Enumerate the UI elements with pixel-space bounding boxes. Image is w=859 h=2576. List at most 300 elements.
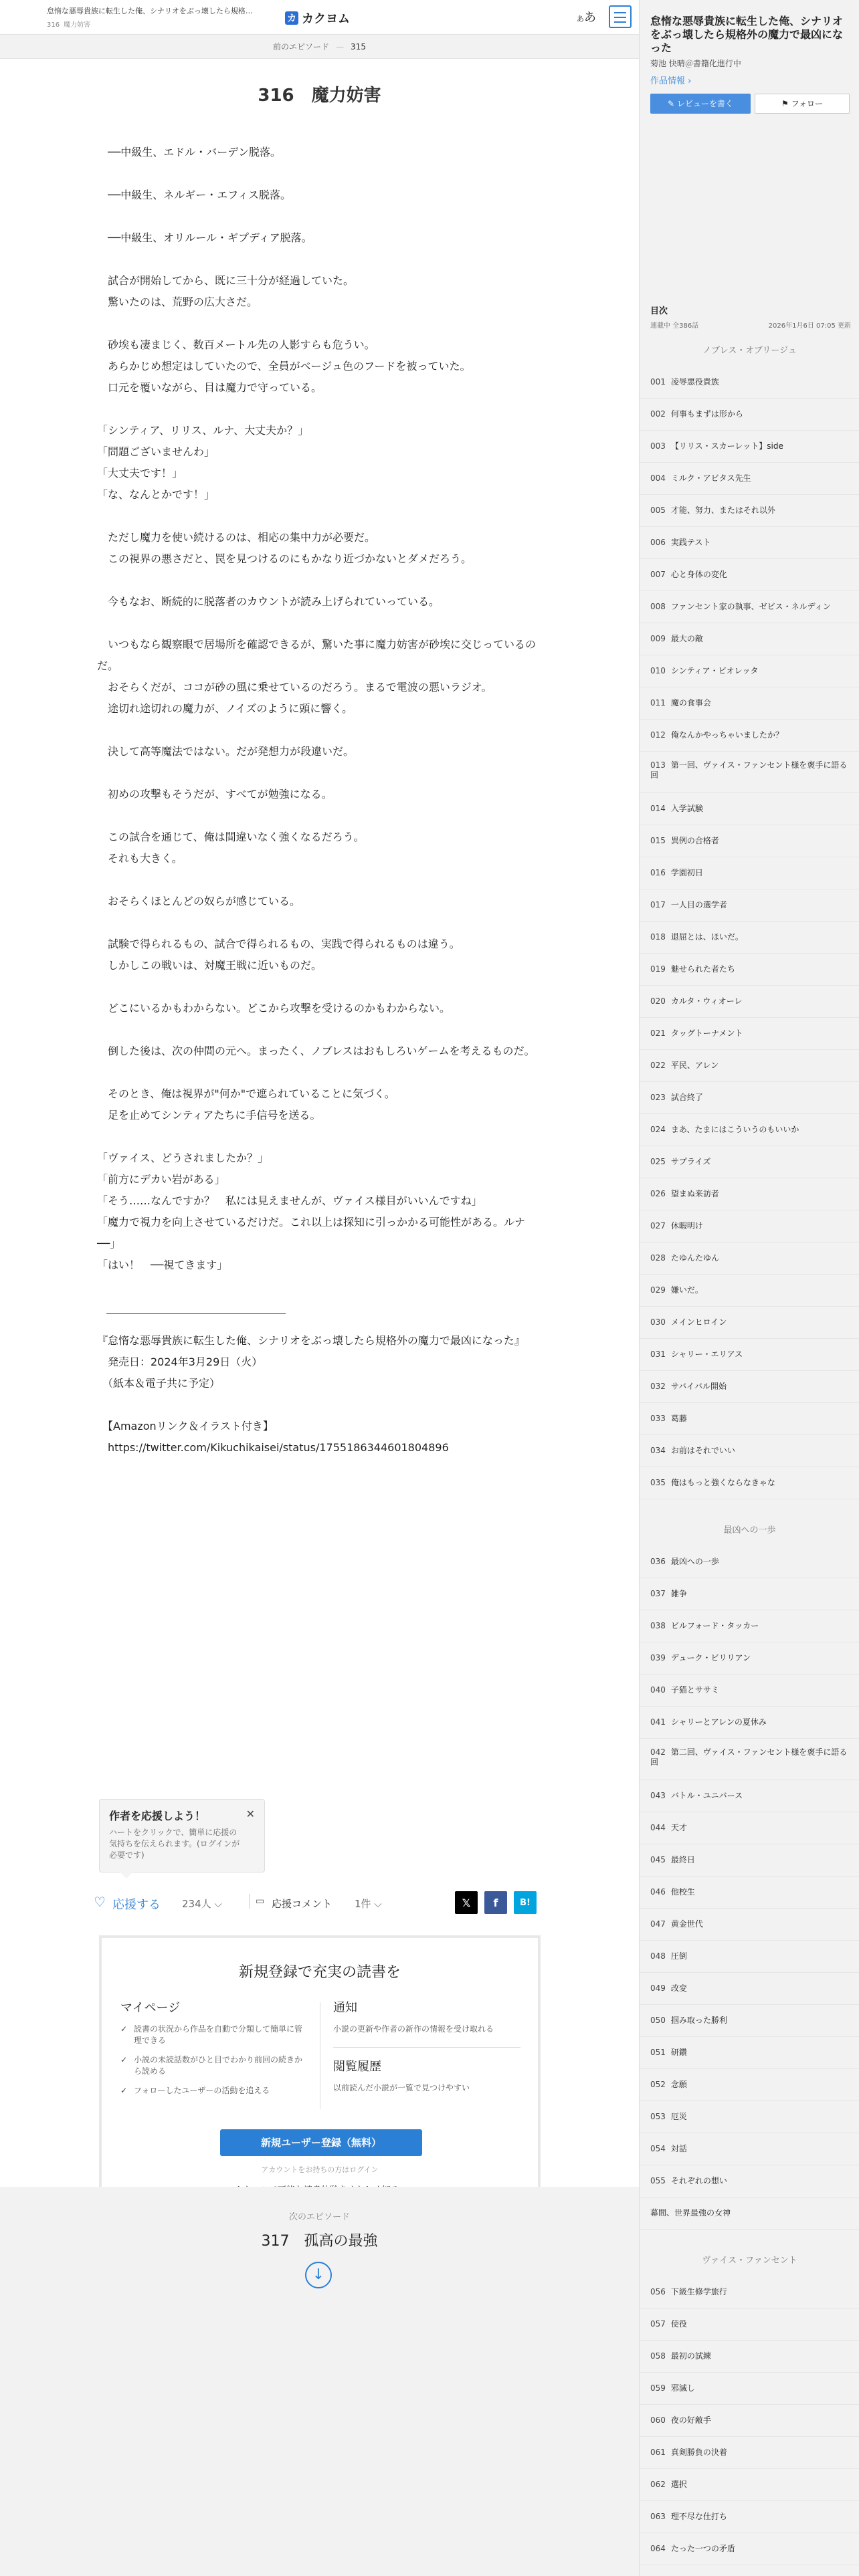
toc-episode-item[interactable]: [640, 1780, 859, 1812]
toc-episode-title: 第二回、ヴァイス・ファンセント様を褒手に語る回: [650, 1747, 848, 1767]
toc-episode-number: 056: [650, 2287, 666, 2296]
body-blank-line: [97, 1019, 542, 1041]
toc-episode-title: 実践テスト: [670, 538, 711, 547]
register-history-heading: 閲覧履歴: [333, 2060, 381, 2074]
toc-episode-number: 030: [650, 1317, 666, 1327]
body-line: 決して高等魔法ではない。だが発想力が段違いだ。: [97, 745, 355, 758]
toc-episode-item[interactable]: [640, 825, 859, 857]
toc-episode-number: 010: [650, 666, 666, 675]
toc-episode-number: 063: [650, 2512, 666, 2521]
toc-episode-item[interactable]: [640, 2501, 859, 2533]
toc-episode-number: 053: [650, 2112, 666, 2121]
body-line: 「大丈夫です！」: [97, 467, 183, 479]
toc-episode-item[interactable]: [640, 1610, 859, 1642]
toc-episode-item[interactable]: [640, 2469, 859, 2501]
next-episode-section[interactable]: [0, 2187, 639, 2576]
close-icon[interactable]: ✕: [246, 1808, 255, 1820]
x-share-icon[interactable]: 𝕏: [455, 1891, 478, 1914]
toc-episode-title: 念願: [670, 2080, 687, 2089]
episode-title: 316 魔力妨害: [258, 86, 381, 106]
toc-episode-number: 033: [650, 1414, 666, 1423]
toc-episode-title: 雑争: [670, 1589, 687, 1598]
toc-episode-number: 026: [650, 1189, 666, 1198]
toc-episode-item[interactable]: [640, 591, 859, 623]
toc-episode-title: 嫌いだ。: [670, 1285, 703, 1295]
header-episode-number: 316: [47, 21, 60, 29]
register-history-desc: 以前読んだ小説が一覧で見つけやすい: [333, 2083, 470, 2092]
toc-episode-title: 葛藤: [670, 1414, 687, 1423]
body-line: ──中級生、エドル・バーデン脱落。: [97, 146, 281, 158]
toc-episode-number: 018: [650, 932, 666, 942]
toc-episode-title: 才能、努力、またはそれ以外: [670, 506, 775, 515]
toc-episode-title: メインヒロイン: [670, 1317, 727, 1327]
toc-episode-title: ファンセント家の執事、ゼビス・ネルディン: [670, 602, 831, 611]
support-tooltip: [99, 1799, 265, 1872]
toc-episode-title: シャリー・エリアス: [670, 1350, 743, 1359]
body-blank-line: [97, 720, 542, 741]
toc-episode-item[interactable]: [640, 1642, 859, 1675]
toc-episode-number: 054: [650, 2144, 666, 2153]
toc-chapter-title: ヴァイス・ファンセント: [702, 2256, 797, 2266]
facebook-share-icon[interactable]: f: [484, 1891, 507, 1914]
toc-episode-item[interactable]: [640, 2165, 859, 2197]
toc-episode-number: 040: [650, 1685, 666, 1695]
body-blank-line: [97, 869, 542, 891]
toc-episode-title: 魅せられた者たち: [670, 964, 735, 974]
toc-episode-item[interactable]: [640, 1146, 859, 1178]
body-blank-line: [97, 762, 542, 784]
toc-episode-title: まあ、たまにはこういうのもいいか: [670, 1125, 799, 1134]
body-blank-line: [97, 206, 542, 227]
body-line: 足を止めてシンティアたちに手信号を送る。: [97, 1109, 321, 1121]
body-line: あらかじめ想定はしていたので、全員がベージュ色のフードを被っていた。: [97, 360, 471, 372]
toc-label: 目次: [650, 306, 668, 316]
toc-episode-title: 最初の試練: [670, 2351, 711, 2361]
body-blank-line: [97, 1394, 542, 1416]
body-line: いつもなら観察眼で居場所を確認できるが、驚いた事に魔力妨害が砂埃に交じっているのだ。: [97, 638, 537, 672]
body-line: 「ヴァイス、どうされましたか？」: [97, 1152, 269, 1164]
body-blank-line: [97, 1062, 542, 1083]
toc-episode-item[interactable]: [640, 1876, 859, 1909]
toc-episode-item[interactable]: [640, 1467, 859, 1499]
toc-episode-number: 014: [650, 804, 666, 813]
toc-episode-item[interactable]: [640, 986, 859, 1018]
register-promo: [99, 1935, 541, 2222]
toc-chapter-title: 最凶への一歩: [723, 1525, 776, 1535]
comment-count[interactable]: 1件 ⌵: [355, 1898, 382, 1910]
toc-episode-number: 027: [650, 1221, 666, 1230]
toc-episode-number: 039: [650, 1653, 666, 1662]
sidebar-work-title[interactable]: 怠惰な悪辱貴族に転生した俺、シナリオをぶっ壊したら規格外の魔力で最凶になった: [650, 15, 844, 54]
toc-episode-item[interactable]: [640, 1114, 859, 1146]
toc-episode-number: 047: [650, 1919, 666, 1929]
toc-episode-title: 対話: [670, 2144, 687, 2153]
body-line: 【Amazonリンク＆イラスト付き】: [97, 1420, 274, 1432]
toc-episode-item[interactable]: [640, 1435, 859, 1467]
toc-episode-title: 掴み取った勝利: [670, 2016, 727, 2025]
body-blank-line: [97, 399, 542, 420]
font-size-button[interactable]: [577, 8, 596, 25]
support-tooltip-title: 作者を応援しよう！: [109, 1810, 206, 1822]
toc-episode-item[interactable]: [640, 559, 859, 591]
toc-episode-title: 一人目の選学者: [670, 900, 727, 909]
toc-episode-number: 006: [650, 538, 666, 547]
toc-episode-number: 061: [650, 2448, 666, 2457]
body-line: ──中級生、オリルール・ギプディア脱落。: [97, 231, 312, 244]
body-line: おそらくほとんどの奴らが感じている。: [97, 895, 301, 907]
toc-episode-title: 圧倒: [670, 1951, 687, 1961]
body-line: ──中級生、ネルギー・エフィス脱落。: [97, 189, 291, 201]
body-blank-line: [97, 1276, 542, 1297]
toc-episode-number: 015: [650, 836, 666, 845]
toc-episode-title: シャリーとアレンの夏休み: [670, 1717, 767, 1727]
body-blank-line: [97, 506, 542, 527]
toc-episode-title: 他校生: [670, 1887, 695, 1897]
toc-episode-number: 048: [650, 1951, 666, 1961]
toc-episode-number: 002: [650, 409, 666, 419]
episode-nav-separator: —: [336, 42, 345, 51]
toc-menu-button[interactable]: [609, 5, 632, 28]
toc-episode-item[interactable]: [640, 623, 859, 655]
episode-body: [97, 142, 542, 1459]
pencil-icon: ✎: [668, 99, 677, 108]
logo-mark-icon: カ: [285, 11, 298, 25]
toc-episode-title: 黄金世代: [670, 1919, 703, 1929]
work-info-link[interactable]: 作品情報 ›: [650, 76, 692, 86]
toc-episode-number: 046: [650, 1887, 666, 1897]
body-line: 「シンティア、リリス、ルナ、大丈夫か？」: [97, 424, 309, 437]
toc-status: 連載中 全386話: [650, 322, 699, 330]
toc-episode-item[interactable]: [640, 1812, 859, 1844]
heart-icon[interactable]: ♡: [94, 1894, 106, 1910]
body-line: どこにいるかもわからない。どこから攻撃を受けるのかもわからない。: [97, 1002, 451, 1014]
follow-button-label: フォロー: [791, 99, 823, 108]
body-blank-line: [97, 249, 542, 270]
toc-episode-title: サプライズ: [670, 1157, 711, 1166]
toc-episode-item[interactable]: [640, 1178, 859, 1210]
toc-episode-item[interactable]: [640, 1707, 859, 1739]
body-blank-line: [97, 163, 542, 185]
toc-episode-item[interactable]: [640, 2309, 859, 2341]
toc-episode-title: 夜の好敵手: [670, 2416, 711, 2425]
toc-episode-item[interactable]: [640, 2133, 859, 2165]
toc-episode-item[interactable]: [640, 1844, 859, 1876]
toc-episode-title: 俺なんかやっちゃいましたか？: [670, 730, 783, 740]
toc-episode-item[interactable]: [640, 463, 859, 495]
toc-episode-title: ミルク・アビタス先生: [670, 473, 751, 483]
toc-episode-number: 044: [650, 1823, 666, 1832]
body-line: https://twitter.com/Kikuchikaisei/status/1755186344601804896: [97, 1441, 449, 1454]
body-line: 初めの攻撃もそうだが、すべてが勉強になる。: [97, 788, 332, 800]
toc-episode-title: 使役: [670, 2319, 687, 2329]
toc-episode-item[interactable]: [640, 1018, 859, 1050]
register-notify-column: [333, 1998, 520, 2094]
body-line: 「魔力で視力を向上させているだけだ。これ以上は探知に引っかかる可能性がある。ルナ──」: [97, 1216, 526, 1250]
toc-episode-title: 幕間、世界最強の女神: [650, 2208, 731, 2218]
body-line: 倒した後は、次の仲間の元へ。まったく、ノブレスはおもしろいゲームを考えるものだ。: [97, 1045, 535, 1057]
body-line: 試合が開始してから、既に三十分が経過していた。: [97, 274, 355, 287]
toc-meta: [650, 320, 851, 330]
toc-episode-item[interactable]: [640, 366, 859, 399]
toc-episode-item[interactable]: [640, 2037, 859, 2069]
toc-episode-number: 008: [650, 602, 666, 611]
arrow-down-icon[interactable]: ↓: [305, 2262, 332, 2288]
register-mypage-list: [120, 2024, 308, 2097]
review-button[interactable]: [650, 94, 751, 114]
toc-episode-title: 魔の食事会: [670, 698, 711, 708]
toc-chapter-title: ノブレス・オブリージュ: [702, 346, 797, 356]
toc-episode-item[interactable]: [640, 431, 859, 463]
comment-button[interactable]: 応援コメント: [272, 1898, 332, 1910]
register-notify-desc: 小説の更新や作者の新作の情報を受け取れる: [333, 2024, 494, 2034]
toc-episode-item[interactable]: [640, 1675, 859, 1707]
toc-episode-number: 011: [650, 698, 666, 708]
toc-episode-item[interactable]: [640, 857, 859, 889]
toc-episode-title: バトル・ユニバース: [670, 1791, 743, 1800]
toc-episode-title: 最大の敵: [670, 634, 703, 643]
font-size-small-glyph: あ: [577, 15, 584, 23]
toc-episode-item[interactable]: [640, 1082, 859, 1114]
register-title: 新規登録で充実の読書を: [238, 1964, 401, 1981]
toc-updated: 2026年1月6日 07:05 更新: [768, 322, 851, 330]
toc-episode-item[interactable]: [640, 922, 859, 954]
body-line: しかしこの戦いは、対魔王戦に近いものだ。: [97, 959, 322, 972]
toc-episode-title: 理不尽な仕打ち: [670, 2512, 727, 2521]
header-work-title[interactable]: 怠惰な悪辱貴族に転生した俺、シナリオをぶっ壊したら規格…: [47, 7, 253, 15]
toc-sidebar: [639, 0, 859, 2576]
toc-episode-number: 009: [650, 634, 666, 643]
next-episode-title[interactable]: 317 孤高の最強: [261, 2233, 378, 2250]
body-line: 試験で得られるもの、試合で得られるもの、実践で得られるものは違う。: [97, 938, 460, 950]
toc-episode-number: 019: [650, 964, 666, 974]
prev-episode-number[interactable]: 315: [351, 42, 366, 51]
toc-episode-title: 真剣勝負の決着: [670, 2448, 727, 2457]
body-divider: [106, 1313, 286, 1314]
toc-episode-number: 021: [650, 1029, 666, 1038]
body-line: 『怠惰な悪辱貴族に転生した俺、シナリオをぶっ壊したら規格外の魔力で最凶になった』: [97, 1334, 525, 1347]
toc-episode-number: 003: [650, 441, 666, 451]
toc-episode-item[interactable]: [640, 1578, 859, 1610]
episode-actions: [94, 1891, 542, 1914]
toc-episode-number: 052: [650, 2080, 666, 2089]
body-line: 今もなお、断続的に脱落者のカウントが読み上げられていっている。: [97, 595, 440, 608]
register-notify-heading: 通知: [333, 2001, 357, 2015]
toc-episode-item[interactable]: [640, 1243, 859, 1275]
toc-episode-number: 020: [650, 996, 666, 1006]
support-button[interactable]: 応援する: [112, 1898, 161, 1912]
toc-episode-number: 049: [650, 1983, 666, 1993]
hatena-bookmark-icon[interactable]: B!: [514, 1891, 537, 1914]
toc-episode-item[interactable]: [640, 1909, 859, 1941]
toc-episode-number: 055: [650, 2176, 666, 2185]
toc-episode-item[interactable]: [640, 2276, 859, 2309]
toc-episode-title: カルタ・ウィオーレ: [670, 996, 743, 1006]
toc-episode-item[interactable]: [640, 495, 859, 527]
body-line: 砂埃も凄まじく、数百メートル先の人影すらも危うい。: [97, 338, 375, 351]
body-blank-line: [97, 976, 542, 998]
toc-episode-number: 038: [650, 1621, 666, 1630]
toc-episode-item[interactable]: [640, 954, 859, 986]
toc-episode-item[interactable]: [640, 1371, 859, 1403]
register-divider: [333, 2047, 520, 2048]
toc-episode-number: 037: [650, 1589, 666, 1598]
toc-episode-title: 子猫とササミ: [670, 1685, 719, 1695]
toc-episode-number: 012: [650, 730, 666, 740]
toc-episode-title: 休暇明け: [670, 1221, 703, 1230]
body-line: 「前方にデカい岩がある」: [97, 1173, 225, 1186]
toc-episode-number: 017: [650, 900, 666, 909]
body-line: 驚いたのは、荒野の広大さだ。: [97, 296, 258, 308]
toc-episode-item[interactable]: [640, 1941, 859, 1973]
toc-episode-title: 下級生修学旅行: [670, 2287, 727, 2296]
support-tooltip-body: ハートをクリックで、簡単に応援の気持ちを伝えられます。(ログインが必要です): [109, 1828, 240, 1860]
episode-nav-bar: [0, 35, 639, 59]
follow-button[interactable]: [755, 94, 850, 114]
toc-episode-item[interactable]: [640, 687, 859, 720]
toc-episode-number: 032: [650, 1382, 666, 1391]
body-line: （紙本＆電子共に予定）: [97, 1377, 221, 1390]
toc-episode-item[interactable]: [640, 399, 859, 431]
toc-episode-number: 016: [650, 868, 666, 877]
toc-episode-title: 退屈とは、ほいだ。: [670, 932, 743, 942]
body-line: この試合を通じて、俺は間違いなく強くなるだろう。: [97, 831, 365, 843]
toc-episode-item[interactable]: [640, 889, 859, 922]
toc-episode-item[interactable]: [640, 2069, 859, 2101]
actions-divider: [249, 1894, 250, 1909]
toc-episode-item[interactable]: [640, 2405, 859, 2437]
body-blank-line: [97, 313, 542, 334]
toc-episode-number: 042: [650, 1747, 666, 1757]
toc-episode-number: 059: [650, 2383, 666, 2393]
toc-episode-item[interactable]: [640, 2005, 859, 2037]
toc-list: [640, 336, 859, 2565]
body-line: 途切れ途切れの魔力が、ノイズのように頭に響く。: [97, 702, 353, 715]
toc-episode-item[interactable]: [640, 1546, 859, 1578]
register-mypage-item: ✓ 小説の未読話数がひと目でわかり前回の続きから読める: [120, 2054, 308, 2077]
toc-episode-item[interactable]: [640, 655, 859, 687]
toc-episode-item[interactable]: [640, 1275, 859, 1307]
toc-episode-item[interactable]: [640, 2197, 859, 2230]
toc-episode-number: 004: [650, 473, 666, 483]
body-line: この視界の悪さだと、罠を見つけるのにもかなり近づかないとダメだろう。: [97, 552, 472, 565]
toc-episode-title: お前はそれでいい: [670, 1446, 735, 1455]
toc-episode-item[interactable]: [640, 2373, 859, 2405]
toc-episode-title: 凌辱悪役貴族: [670, 377, 719, 387]
bookmark-icon: ⚑: [781, 99, 791, 108]
toc-episode-item[interactable]: [640, 2533, 859, 2565]
body-blank-line: [97, 805, 542, 827]
body-line: それも大きく。: [97, 852, 183, 865]
episode-main: [0, 59, 639, 2187]
toc-episode-title: 学園初日: [670, 868, 703, 877]
toc-episode-title: 俺はもっと強くならなきゃな: [670, 1478, 775, 1487]
font-size-large-glyph: あ: [584, 11, 596, 25]
prev-episode-link[interactable]: 前のエピソード: [273, 42, 330, 51]
toc-episode-item[interactable]: [640, 1050, 859, 1082]
toc-episode-number: 028: [650, 1253, 666, 1263]
toc-episode-item[interactable]: [640, 752, 859, 793]
toc-episode-number: 041: [650, 1717, 666, 1727]
toc-episode-number: 001: [650, 377, 666, 387]
body-line: おそらくだが、ココが砂の風に乗せているのだろう。まるで電波の悪いラジオ。: [97, 681, 492, 693]
toc-episode-number: 023: [650, 1093, 666, 1102]
register-button[interactable]: 新規ユーザー登録（無料）: [220, 2129, 422, 2156]
toc-episode-title: たゆんたゆん: [670, 1253, 719, 1263]
toc-episode-title: 心と身体の変化: [670, 570, 727, 579]
toc-episode-title: サバイバル開始: [670, 1382, 727, 1391]
kakuyomu-logo[interactable]: [285, 9, 350, 27]
toc-episode-number: 064: [650, 2544, 666, 2553]
sidebar-author[interactable]: 菊池 快晴＠書籍化進行中: [650, 59, 741, 68]
toc-episode-number: 005: [650, 506, 666, 515]
toc-episode-title: 何事もまずは形から: [670, 409, 743, 419]
toc-episode-number: 058: [650, 2351, 666, 2361]
toc-episode-item[interactable]: [640, 793, 859, 825]
toc-episode-item[interactable]: [640, 2341, 859, 2373]
toc-episode-number: 062: [650, 2480, 666, 2489]
toc-episode-item[interactable]: [640, 720, 859, 752]
toc-episode-title: シンティア・ビオレッタ: [670, 666, 759, 675]
support-count[interactable]: 234人 ⌵: [182, 1898, 222, 1910]
body-line: 「はい！ ──視てきます」: [97, 1259, 228, 1271]
toc-episode-number: 031: [650, 1350, 666, 1359]
body-line: 「そう……なんですか？ 私には見えませんが、ヴァイス様目がいいんですね」: [97, 1194, 482, 1207]
toc-episode-title: 望まぬ来訪者: [670, 1189, 719, 1198]
toc-episode-number: 057: [650, 2319, 666, 2329]
toc-episode-item[interactable]: [640, 1210, 859, 1243]
toc-episode-item[interactable]: [640, 1403, 859, 1435]
site-header: [0, 0, 639, 35]
toc-episode-title: 第一回、ヴァイス・ファンセント様を褒手に語る回: [650, 760, 848, 780]
toc-episode-number: 045: [650, 1855, 666, 1864]
body-blank-line: [97, 570, 542, 591]
toc-episode-item[interactable]: [640, 1739, 859, 1780]
next-episode-label: 次のエピソード: [288, 2212, 350, 2222]
toc-episode-title: 入学試験: [670, 804, 703, 813]
toc-episode-title: 厄災: [670, 2112, 687, 2121]
toc-episode-number: 034: [650, 1446, 666, 1455]
toc-episode-title: タッグトーナメント: [670, 1029, 743, 1038]
toc-episode-item[interactable]: [640, 1307, 859, 1339]
toc-episode-item[interactable]: [640, 2437, 859, 2469]
toc-episode-item[interactable]: [640, 1339, 859, 1371]
header-title-block[interactable]: [47, 5, 274, 29]
toc-episode-number: 035: [650, 1478, 666, 1487]
login-link[interactable]: アカウントをお持ちの方はログイン: [261, 2165, 379, 2174]
body-line: 「問題ございませんわ」: [97, 445, 215, 458]
toc-episode-title: 最終日: [670, 1855, 695, 1864]
toc-episode-title: それぞれの想い: [670, 2176, 727, 2185]
toc-episode-number: 025: [650, 1157, 666, 1166]
toc-episode-number: 022: [650, 1061, 666, 1070]
toc-episode-item[interactable]: [640, 527, 859, 559]
toc-episode-title: 平民、アレン: [670, 1061, 719, 1070]
body-line: 「な、なんとかです！」: [97, 488, 215, 501]
body-blank-line: [97, 613, 542, 634]
register-mypage-column: [120, 1998, 308, 2097]
toc-episode-title: 選択: [670, 2480, 687, 2489]
toc-episode-item[interactable]: [640, 1973, 859, 2005]
toc-episode-title: 試合終了: [670, 1093, 703, 1102]
toc-episode-title: 改変: [670, 1983, 687, 1993]
toc-episode-number: 024: [650, 1125, 666, 1134]
review-button-label: レビューを書く: [676, 99, 733, 108]
body-blank-line: [97, 1126, 542, 1148]
body-line: そのとき、俺は視界が"何か"で遮られていることに気づく。: [97, 1087, 395, 1100]
toc-episode-title: 邪滅し: [670, 2383, 695, 2393]
toc-episode-title: 最凶への一歩: [670, 1557, 719, 1566]
toc-episode-item[interactable]: [640, 2101, 859, 2133]
